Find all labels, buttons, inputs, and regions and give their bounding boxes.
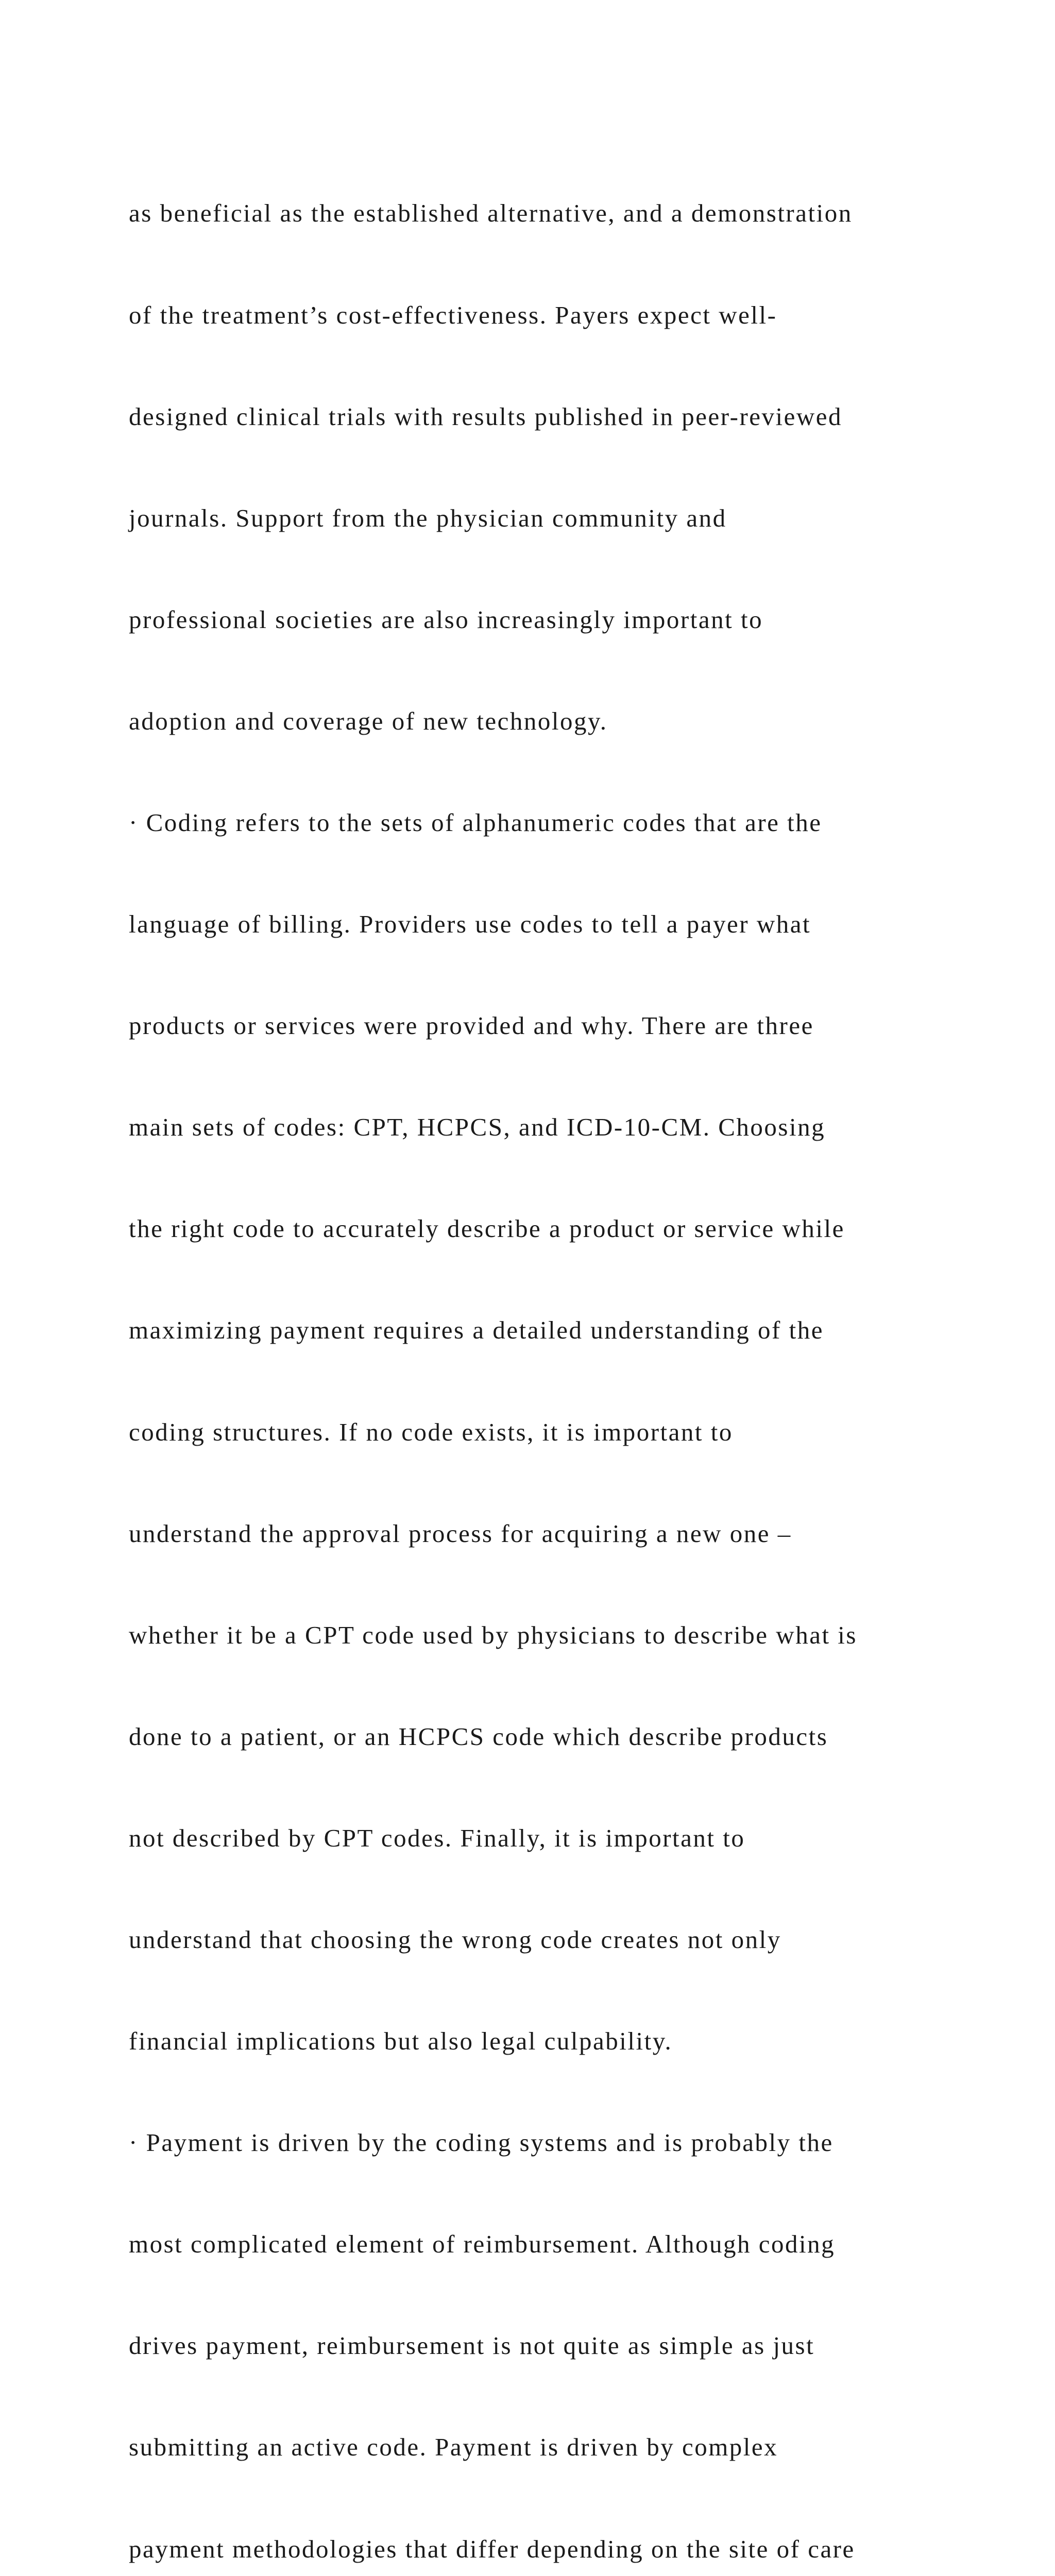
bullet-line: · Payment is driven by the coding systems and is probably the: [129, 2128, 833, 2157]
bullet-line: · Coding refers to the sets of alphanumeric codes that are the: [129, 808, 822, 837]
text-line: financial implications but also legal culpability.: [129, 2027, 673, 2056]
text-line: whether it be a CPT code used by physicians to describe what is: [129, 1620, 857, 1649]
text-line: payment methodologies that differ depending on the site of care: [129, 2534, 855, 2563]
text-line: adoption and coverage of new technology.: [129, 706, 608, 735]
text-line: coding structures. If no code exists, it is important to: [129, 1417, 733, 1446]
text-line: done to a patient, or an HCPCS code which describe products: [129, 1722, 828, 1751]
text-line: submitting an active code. Payment is driven by complex: [129, 2433, 778, 2462]
text-line: language of billing. Providers use codes to tell a payer what: [129, 910, 811, 939]
text-line: understand the approval process for acquiring a new one –: [129, 1519, 792, 1548]
text-line: designed clinical trials with results published in peer-reviewed: [129, 402, 843, 431]
body-text: [129, 129, 979, 2576]
text-line: products or services were provided and why. There are three: [129, 1011, 814, 1040]
text-line: professional societies are also increasingly important to: [129, 605, 763, 634]
text-line: maximizing payment requires a detailed understanding of the: [129, 1316, 824, 1345]
text-line: of the treatment’s cost-effectiveness. Payers expect well-: [129, 300, 777, 329]
text-line: main sets of codes: CPT, HCPCS, and ICD-10-CM. Choosing: [129, 1113, 826, 1142]
text-line: drives payment, reimbursement is not quite as simple as just: [129, 2331, 815, 2360]
text-line: not described by CPT codes. Finally, it is important to: [129, 1823, 745, 1852]
text-line: understand that choosing the wrong code creates not only: [129, 1925, 781, 1954]
text-line: as beneficial as the established alternative, and a demonstration: [129, 199, 853, 228]
text-line: the right code to accurately describe a product or service while: [129, 1214, 845, 1243]
text-line: most complicated element of reimbursement. Although coding: [129, 2230, 836, 2259]
text-line: journals. Support from the physician community and: [129, 503, 727, 532]
